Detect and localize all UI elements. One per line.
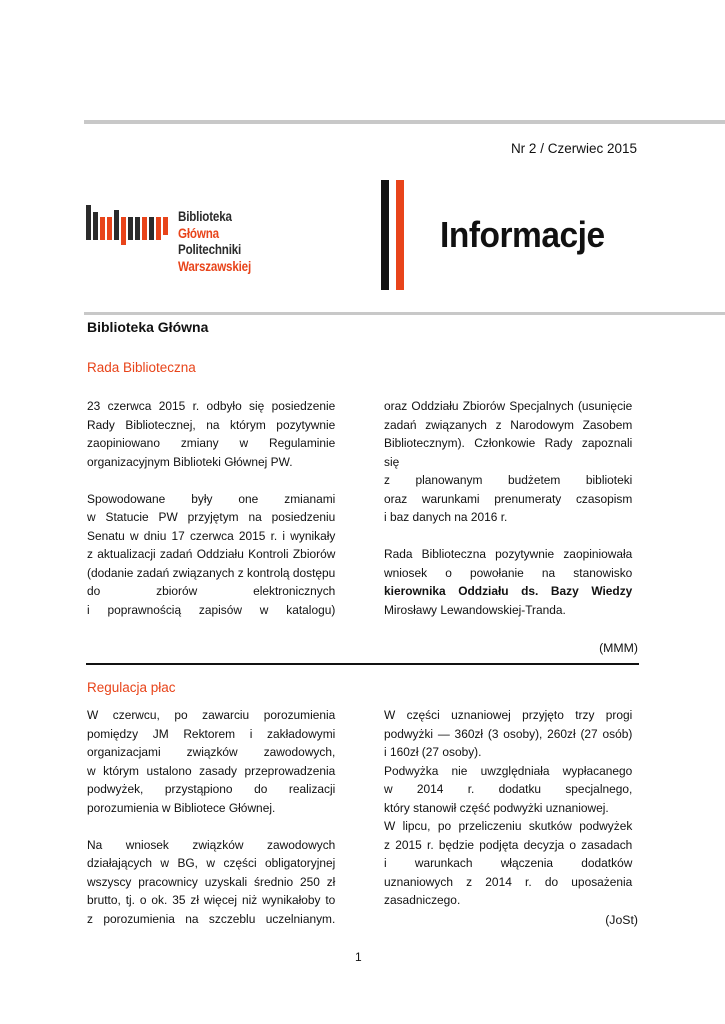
text-line: do zbiorów elektronicznych bbox=[87, 584, 336, 598]
section-divider bbox=[86, 663, 639, 665]
logo-line: Główna bbox=[178, 225, 219, 241]
regulacja-left-column bbox=[87, 706, 335, 928]
text-line: z 2015 r. będzie podjęta decyzja o zasadach bbox=[384, 837, 633, 852]
text-line: W części uznaniowej przyjęto trzy progi bbox=[384, 708, 633, 722]
section-title: Biblioteka Główna bbox=[87, 319, 209, 335]
text-line: z aktualizacji zadań Oddziału Kontroli Zbiorów bbox=[87, 547, 336, 561]
page-number: 1 bbox=[355, 950, 362, 964]
logo-line: Warszawskiej bbox=[178, 258, 252, 274]
library-logo-icon bbox=[86, 205, 170, 245]
page-title: Informacje bbox=[440, 214, 605, 255]
text-line: i poprawnością zapisów w katalogu) bbox=[87, 602, 336, 617]
text-line: działających w BG, w części obligatoryjnej bbox=[87, 856, 336, 870]
text-line: i baz danych na 2016 r. bbox=[384, 510, 508, 524]
text-line: Na wniosek związków zawodowych bbox=[87, 837, 336, 852]
text-line: oraz warunkami prenumeraty czasopism bbox=[384, 491, 633, 506]
text-line: i 160zł (27 osoby). bbox=[384, 745, 482, 759]
text-line: z porozumienia na szczeblu uczelnianym. bbox=[87, 911, 336, 926]
text-line: Bibliotecznym). Członkowie Rady zapoznali się bbox=[384, 436, 633, 469]
text-line: W czerwcu, po zawarciu porozumienia bbox=[87, 708, 336, 722]
text-line: w 2014 r. dodatku specjalnego, bbox=[384, 782, 633, 796]
logo-line: Biblioteka bbox=[178, 209, 232, 224]
text-line: Senatu w dniu 17 czerwca 2015 r. i wynikały bbox=[87, 528, 336, 543]
text-line: podwyżki — 360zł (3 osoby), 260zł (27 osób) bbox=[384, 726, 633, 741]
issue-number: Nr 2 / Czerwiec 2015 bbox=[510, 141, 637, 156]
text-line: (dodanie zadań związanych z kontrolą dostępu bbox=[87, 565, 336, 580]
text-line: Rady Bibliotecznej, na którym pozytywnie bbox=[87, 417, 336, 432]
text-line: uznaniowych z 2014 r. do uposażenia bbox=[384, 874, 633, 889]
text-line: z planowanym budżetem biblioteki bbox=[384, 473, 633, 487]
text-line: zasadniczego. bbox=[384, 893, 461, 907]
rada-heading: Rada Biblioteczna bbox=[87, 360, 196, 375]
rada-left-column bbox=[87, 397, 335, 619]
section-rule bbox=[84, 312, 725, 315]
rada-right-column bbox=[384, 397, 632, 619]
text-line: wszyscy pracownicy uzyskali średnio 250 zł bbox=[87, 874, 336, 889]
text-line: porozumienia w Bibliotece Głównej. bbox=[87, 800, 276, 815]
text-line: brutto, tj. o ok. 35 zł więcej niż wynikałoby to bbox=[87, 893, 336, 907]
text-line: organizacjami związków zawodowych, bbox=[87, 745, 336, 759]
text-line-bold: kierownika Oddziału ds. Bazy Wiedzy bbox=[384, 584, 633, 598]
regulacja-heading: Regulacja płac bbox=[87, 680, 176, 695]
title-bars-icon bbox=[381, 180, 407, 290]
text-line: Podwyżka nie uwzględniała wypłacanego bbox=[384, 763, 633, 778]
logo-line: Politechniki bbox=[178, 242, 242, 257]
rada-signoff: (MMM) bbox=[599, 641, 638, 655]
text-line: w Statucie PW przyjętym na posiedzeniu bbox=[87, 510, 336, 524]
regulacja-signoff: (JoSt) bbox=[605, 913, 638, 927]
text-line: w którym ustalono zasady przeprowadzenia bbox=[87, 763, 336, 778]
library-logo-text bbox=[178, 209, 251, 275]
text-line: wniosek o powołanie na stanowisko bbox=[384, 565, 633, 580]
text-line: Rada Biblioteczna pozytywnie zaopiniowała bbox=[384, 547, 633, 561]
text-line: W lipcu, po przeliczeniu skutków podwyżek bbox=[384, 819, 633, 833]
text-line: Spowodowane były one zmianami bbox=[87, 491, 336, 506]
text-line: organizacyjnym Biblioteki Głównej PW. bbox=[87, 454, 293, 469]
text-line: zadań związanych z Narodowym Zasobem bbox=[384, 417, 633, 432]
text-line: Mirosławy Lewandowskiej-Tranda. bbox=[384, 602, 566, 617]
top-rule bbox=[84, 120, 725, 124]
text-line: oraz Oddziału Zbiorów Specjalnych (usunięcie bbox=[384, 399, 633, 413]
text-line: i warunkach włączenia dodatków bbox=[384, 856, 633, 870]
text-line: który stanowił część podwyżki uznaniowej. bbox=[384, 800, 609, 815]
regulacja-right-column bbox=[384, 706, 632, 910]
text-line: zaopiniowano zmiany w Regulaminie bbox=[87, 436, 336, 450]
text-line: 23 czerwca 2015 r. odbyło się posiedzenie bbox=[87, 399, 336, 413]
text-line: podwyżek, przystąpiono do realizacji bbox=[87, 782, 336, 796]
text-line: pomiędzy JM Rektorem i zakładowymi bbox=[87, 726, 336, 741]
